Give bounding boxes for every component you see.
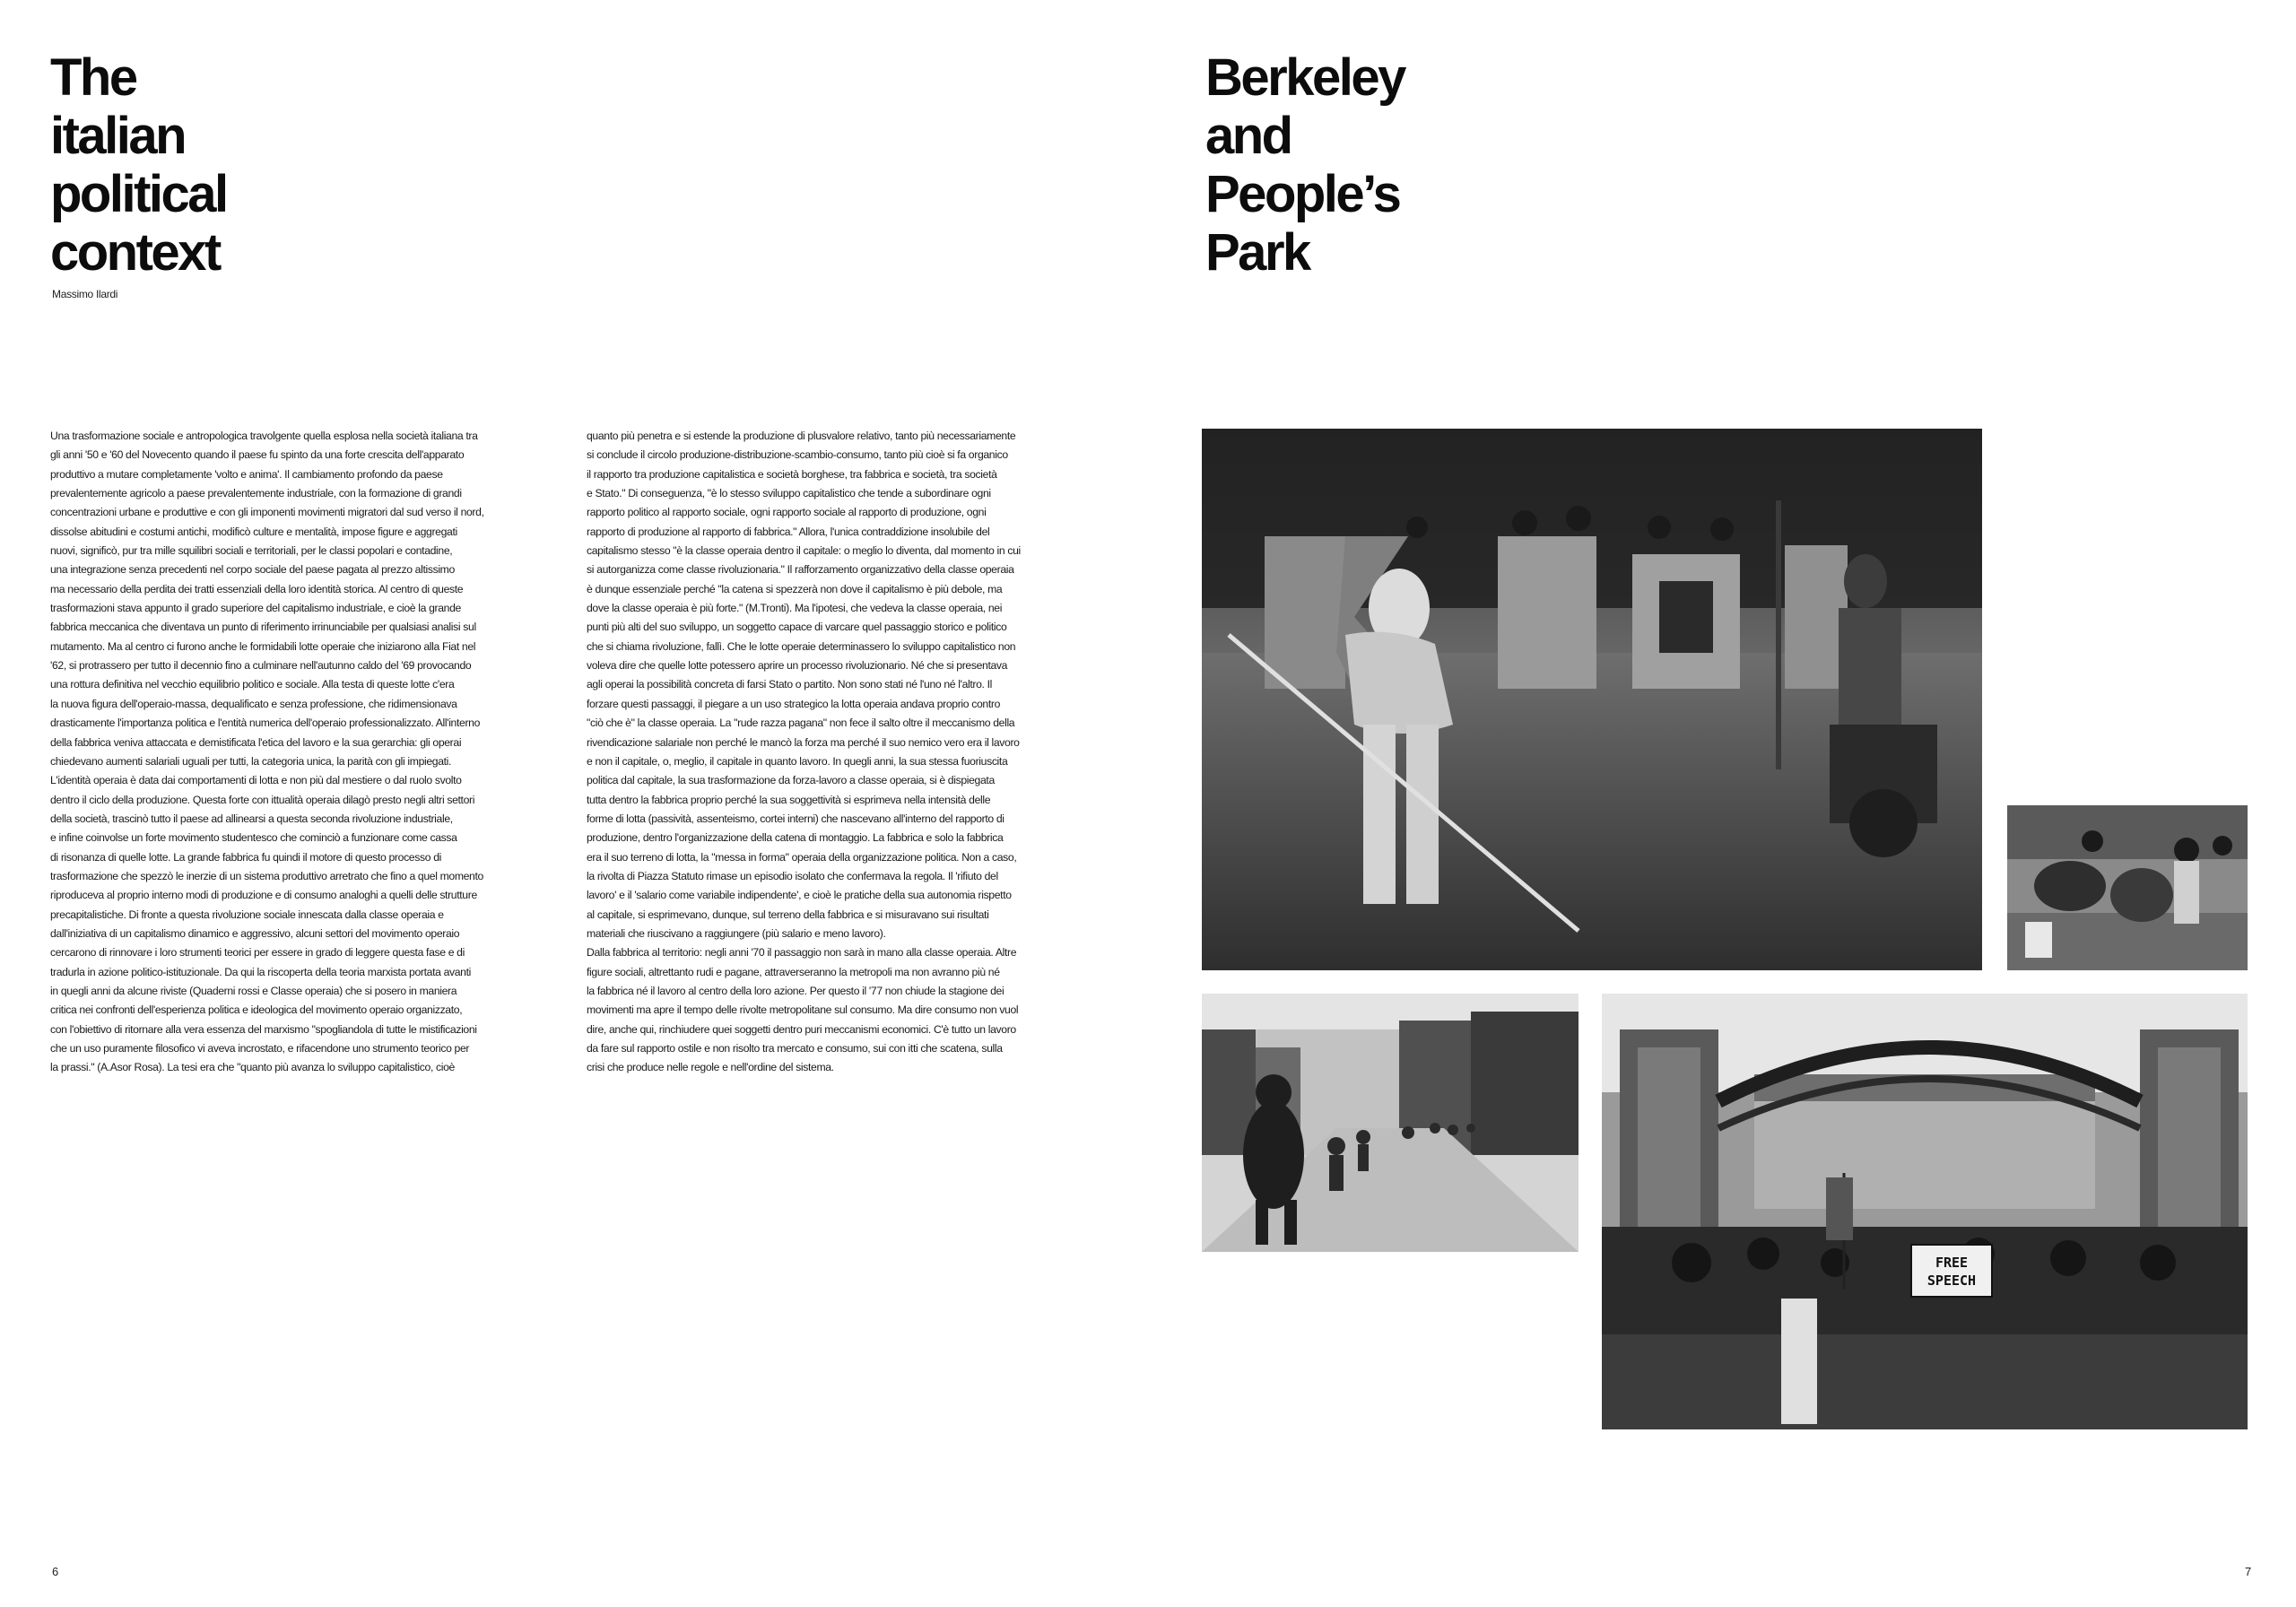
body-text-line: prevalentemente agricolo a paese prevalentemente industriale, con la formazione di grandi — [50, 487, 462, 500]
body-text-line: rapporto di produzione al rapporto di fabbrica." Allora, l'unica contraddizione insolubile del — [587, 525, 990, 538]
body-text-line: drasticamente l'importanza politica e l'entità numerica dell'operaio professionalizzato. All'interno — [50, 717, 481, 730]
body-text-line: la fabbrica né il lavoro al centro della loro azione. Per questo il '77 non chiude la stagione dei — [587, 984, 1004, 997]
page-number-right: 7 — [2245, 1565, 2252, 1578]
body-text-line: riproduceva al proprio interno modi di produzione e di consumo analoghi a quelli delle strutture — [50, 889, 477, 902]
body-text-line: la rivolta di Piazza Statuto rimase un episodio isolato che confermava la regola. Il 'rifiuto del — [587, 869, 998, 882]
sign-text-line-2: SPEECH — [1926, 1273, 1977, 1289]
body-column-1 — [50, 427, 572, 1078]
article-title-berkeley-peoples-park: Berkeley and People’s Park — [1205, 48, 1405, 282]
body-text-line: L'identità operaia è data dai comportamenti di lotta e non più dal mestiere o dal ruolo svolto — [50, 774, 462, 787]
body-text-line: della fabbrica veniva attaccata e demistificata l'etica del lavoro e la sua gerarchia: gli operai — [50, 735, 462, 749]
body-text-line: lavoro' e il 'salario come variabile indipendente', e cioè le pratiche della sua autonomia rispetto — [587, 889, 1012, 902]
photo-4-graphic — [1602, 994, 2248, 1429]
body-text-line: è dunque essenziale perché "la catena si spezzerà non dove il capitalismo è più debole, ma — [587, 582, 1003, 595]
body-text-line: il rapporto tra produzione capitalistica e società borghese, tra fabbrica e società, tra società — [587, 467, 997, 481]
body-text-line: movimenti ma apre il tempo delle rivolte metropolitane sul consumo. Ma dire consumo non vuol — [587, 1003, 1019, 1017]
body-text-line: produzione, dentro l'organizzazione della catena di montaggio. La fabbrica e solo la fabbrica — [587, 831, 1004, 845]
photo-2-graphic — [2007, 805, 2248, 970]
body-text-line: fabbrica meccanica che diventava un punto di riferimento irrinunciabile per qualsiasi analisi sul — [50, 621, 476, 634]
body-text-line: una integrazione senza precedenti nel corpo sociale del paese pagata al prezzo altissimo — [50, 563, 455, 577]
body-text-line: dove la classe operaia è più forte." (M.Tronti). Ma l'ipotesi, che vedeva la classe operaia, nei — [587, 602, 1003, 615]
body-text-line: della società, trascinò tutto il paese ad allinearsi a questa seconda rivoluzione industriale, — [50, 812, 453, 825]
photo-woman-raking-park — [1202, 429, 1982, 970]
body-text-line: capitalismo stesso "è la classe operaia dentro il capitale: o meglio lo diventa, dal momento in cui — [587, 544, 1021, 558]
body-text-line: rapporto politico al rapporto sociale, ogni rapporto sociale al rapporto di produzione, ogni — [587, 506, 987, 519]
body-text-line: dire, anche qui, rinchiudere quei soggetti dentro puri meccanismi economici. C'è tutto un lavoro — [587, 1022, 1016, 1036]
body-text-line: concentrazioni urbane e produttive e con gli imponenti movimenti migratori dal sud verso il nord, — [50, 506, 484, 519]
body-text-line: quanto più penetra e si estende la produzione di plusvalore relativo, tanto più necessariamente — [587, 430, 1016, 442]
body-text-line: la prassi." (A.Asor Rosa). La tesi era che "quanto più avanza lo sviluppo capitalistico, cioè — [50, 1061, 455, 1074]
body-text-line: punti più alti del suo sviluppo, un soggetto capace di varcare quel passaggio storico e politico — [587, 621, 1007, 634]
body-text-line: Dalla fabbrica al territorio: negli anni '70 il passaggio non sarà in mano alla classe operaia. Altre — [587, 946, 1017, 960]
page-number-left: 6 — [52, 1565, 59, 1578]
photo-people-gathered — [2007, 805, 2248, 970]
body-text-line: e Stato." Di conseguenza, "è lo stesso sviluppo capitalistico che tende a subordinare ogni — [587, 487, 991, 500]
body-text-line: nuovi, significò, pur tra mille squilibri sociali e territoriali, per le classi popolari e contadine, — [50, 544, 453, 558]
body-text-line: cercarono di rinnovare i loro strumenti teorici per essere in grado di leggere questa fase e di — [50, 946, 465, 960]
body-text-line: Una trasformazione sociale e antropologica travolgente quella esplosa nella società italiana tra — [50, 430, 478, 442]
body-text-line: al capitale, si esprimevano, dunque, sul terreno della fabbrica e si misuravano sui risultati — [587, 908, 989, 921]
body-text-line: materiali che riuscivano a raggiungere (più salario e meno lavoro). — [587, 926, 886, 940]
body-text-line: produttivo a mutare completamente 'volto e anima'. Il cambiamento profondo da paese — [50, 467, 443, 481]
right-page — [1148, 0, 2296, 1607]
photo-1-graphic — [1202, 429, 1982, 970]
body-text-line: politica dal capitale, la sua trasformazione da forza-lavoro a classe operaia, si è dispiegata — [587, 774, 995, 787]
body-text-line: trasformazioni stava appunto il grado superiore del capitalismo industriale, e cioè la grande — [50, 602, 461, 615]
body-text-line: la nuova figura dell'operaio-massa, dequalificato e senza professione, che ridimensionava — [50, 697, 457, 710]
body-text-line: da fare sul rapporto ostile e non risolto tra mercato e consumo, sui con itti che scatena, sulla — [587, 1042, 1003, 1055]
body-text-line: in quegli anni da alcune riviste (Quaderni rossi e Classe operaia) che si posero in maniera — [50, 984, 457, 997]
body-text-line: dentro il ciclo della produzione. Questa forte con ittualità operaia dilagò presto negli altri settori — [50, 793, 475, 806]
body-text-line: di risonanza di quelle lotte. La grande fabbrica fu quindi il motore di questo processo di — [50, 850, 441, 864]
body-text-line: mutamento. Ma al centro ci furono anche le formidabili lotte operaie che iniziarono alla Fiat nel — [50, 639, 476, 653]
body-text-line: dissolse abitudini e costumi antichi, modificò culture e mentalità, impose figure e aggregati — [50, 525, 457, 538]
body-text-line: crisi che produce nelle regole e nell'ordine del sistema. — [587, 1061, 834, 1074]
body-text-line: figure sociali, altrettanto rudi e pagane, attraverseranno la metropoli ma non avranno più né — [587, 965, 1000, 978]
body-text-line: si conclude il circolo produzione-distribuzione-scambio-consumo, tanto più cioè si fa organico — [587, 448, 1008, 462]
body-text-line: critica nei confronti dell'esperienza politica e ideologica del movimento operaio organizzato, — [50, 1003, 463, 1017]
photo-3-graphic — [1202, 994, 1578, 1252]
body-text-line: precapitalistiche. Di fronte a questa rivoluzione sociale innescata dalla classe operaia e — [50, 908, 444, 921]
author-byline: Massimo Ilardi — [52, 288, 118, 300]
body-column-2 — [587, 427, 1109, 1078]
body-text-line: chiedevano aumenti salariali uguali per tutti, la categoria unica, la parità con gli impiegati. — [50, 754, 452, 768]
body-text-line: con l'obiettivo di ritornare alla vera essenza del marxismo "spogliandola di tutte le mistificazioni — [50, 1022, 477, 1036]
body-text-line: forme di lotta (passività, assenteismo, cortei interni) che nascevano all'interno del rapporto di — [587, 812, 1004, 825]
body-text-line: e non il capitale, o, meglio, il capitale in quanto lavoro. In quegli anni, la sua stessa fuoriuscita — [587, 754, 1008, 768]
body-text-line: tradurla in azione politico-istituzionale. Da qui la riscoperta della teoria marxista portata avanti — [50, 965, 472, 978]
article-title-italian-political-context: The italian political context — [50, 48, 227, 282]
body-text-line: che si chiama rivoluzione, fallì. Che le lotte operaie determinassero lo sviluppo capitalistico non — [587, 639, 1016, 653]
body-text-line: voleva dire che quelle lotte potessero aprire un processo rivoluzionario. Né che si presentava — [587, 659, 1008, 673]
photo-free-speech-gate — [1602, 994, 2248, 1429]
body-text-line: era il suo terreno di lotta, la "messa in forma" operaia della organizzazione politica. Non a caso, — [587, 850, 1017, 864]
body-text-line: rivendicazione salariale non perché le mancò la forza ma perché il suo nemico vero era il lavoro — [587, 735, 1020, 749]
body-text-line: gli anni '50 e '60 del Novecento quando il paese fu spinto da una forte crescita dell'apparato — [50, 448, 465, 462]
photo-crowd-running-street — [1202, 994, 1578, 1252]
body-text-line: tutta dentro la fabbrica proprio perché la sua soggettività si esprimeva nella intensità delle — [587, 793, 991, 806]
body-text-line: agli operai la possibilità concreta di farsi Stato o partito. Non sono stati né l'uno né l'altro. Il — [587, 678, 993, 691]
body-text-line: dall'iniziativa di un capitalismo dinamico e aggressivo, alcuni settori del movimento operaio — [50, 926, 460, 940]
sign-text-line-1: FREE — [1935, 1255, 1969, 1271]
body-text-line: e infine coinvolse un forte movimento studentesco che cominciò a funzionare come cassa — [50, 831, 457, 845]
body-text-line: che un uso puramente filosofico vi aveva incrostato, e rifacendone uno strumento teorico per — [50, 1042, 470, 1055]
body-text-line: "ciò che è" la classe operaia. La "rude razza pagana" non fece il salto oltre il meccanismo della — [587, 717, 1015, 730]
body-text-line: forzare questi passaggi, il piegare a un uso strategico la lotta operaia andava proprio contro — [587, 697, 1000, 710]
body-text-line: ma necessario della perdita dei tratti essenziali della loro identità storica. Al centro di queste — [50, 582, 464, 595]
body-text-line: si autorganizza come classe rivoluzionaria." Il rafforzamento organizzativo della classe operaia — [587, 563, 1014, 577]
body-text-line: '62, si protrassero per tutto il decennio fino a culminare nell'autunno caldo del '69 provocando — [50, 659, 472, 673]
body-text-line: trasformazione che spezzò le inerzie di un sistema produttivo arretrato che fino a quel momento — [50, 869, 483, 882]
body-text-line: una rottura definitiva nel vecchio equilibrio politico e sociale. Alla testa di queste lotte c'era — [50, 678, 455, 691]
